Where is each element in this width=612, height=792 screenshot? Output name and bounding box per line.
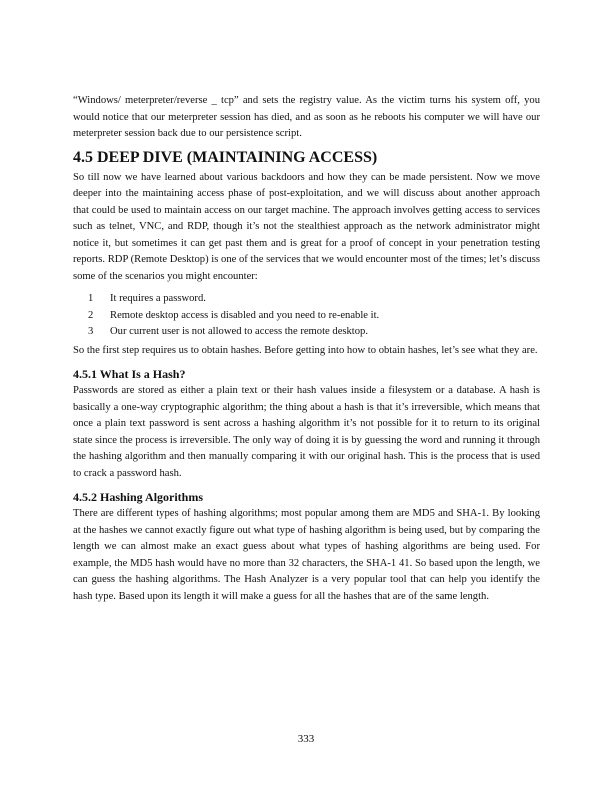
section-4-5-1-paragraph: Passwords are stored as either a plain text or their hash values inside a filesystem or a database. A hash is basically a one-way cryptographic algorithm; the thing about a hash is that it’s irreversible, which means that once a plain text password is sent across a hashing algorithm it’s not possible for it to return to its original state since the process is irreversible. The only way of doing it is by guessing the word and running it through the hashing algorithm and then manually comparing it with our original hash. This is the process that is used to crack a password hash. bbox=[73, 385, 540, 479]
list-item-number: 3 bbox=[88, 326, 94, 337]
section-heading-4-5-1: 4.5.1 What Is a Hash? bbox=[73, 367, 186, 381]
list-item bbox=[73, 291, 540, 308]
list-item bbox=[73, 324, 540, 341]
page-content bbox=[73, 93, 540, 605]
section-heading-4-5: 4.5 DEEP DIVE (MAINTAINING ACCESS) bbox=[73, 148, 378, 166]
list-item-text: It requires a password. bbox=[110, 293, 206, 304]
list-item-text: Our current user is not allowed to access the remote desktop. bbox=[110, 326, 368, 337]
list-item-number: 1 bbox=[88, 293, 94, 304]
list-item-number: 2 bbox=[88, 309, 94, 321]
section-4-5-2-paragraph: There are different types of hashing algorithms; most popular among them are MD5 and SHA-1. By looking at the hashes we cannot exactly figure out what type of hashing algorithm is being used, but by comparing the length we can almost make an exact guess about what types of hashing algorithms are being used. For example, the MD5 hash would have no more than 32 characters, the SHA-1 41. So based upon the length, we can guess the hashing algorithms. The Hash Analyzer is a very popular tool that can help you identify the hash type. Based upon its length it will make a guess for all the hashes that are of the same length. bbox=[73, 508, 540, 602]
section-heading-4-5-2: 4.5.2 Hashing Algorithms bbox=[73, 490, 204, 504]
list-item bbox=[73, 308, 540, 325]
list-item-text: Remote desktop access is disabled and you need to re-enable it. bbox=[110, 309, 380, 321]
page-number: 333 bbox=[297, 733, 315, 745]
section-4-5-paragraph: So till now we have learned about various backdoors and how they can be made persistent. Now we move deeper into the maintaining access phase of post-exploitation, and we will discuss about another approach that could be used to maintain access on our target machine. The approach involves getting access to services such as telnet, VNC, and RDP, though it’s not the stealthiest approach as the network administrator might notice it, but sometimes it can get past them and is great for a proof of concept in your penetration testing reports. RDP (Remote Desktop) is one of the services that we would encounter most of the times; let’s discuss some of the scenarios you might encounter: bbox=[73, 171, 540, 282]
scenarios-list bbox=[73, 291, 540, 341]
after-list-paragraph: So the first step requires us to obtain hashes. Before getting into how to obtain hashes, let’s see what they are. bbox=[73, 344, 538, 356]
intro-paragraph: “Windows/ meterpreter/reverse _ tcp” and sets the registry value. As the victim turns his system off, you would notice that our meterpreter session has died, and as soon as he reboots his computer we will have our meterpreter session back due to our persistence script. bbox=[73, 95, 540, 139]
